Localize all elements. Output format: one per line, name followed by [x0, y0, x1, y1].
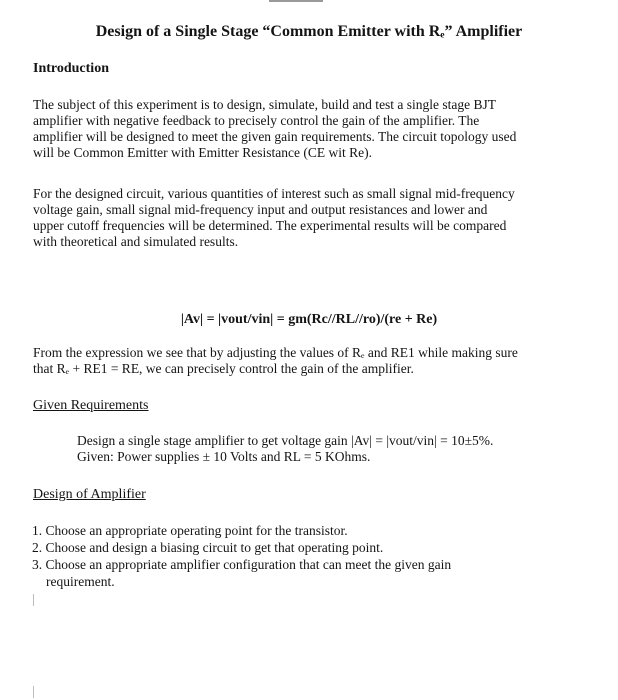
introduction-heading: Introduction — [33, 61, 109, 76]
gain-formula: |Av| = |vout/vin| = gm(Rc//RL//ro)/(re + Re) — [180, 312, 438, 327]
text-cursor-mark — [33, 594, 34, 606]
requirement-line: Design a single stage amplifier to get voltage gain |Av| = |vout/vin| = 10±5%. — [77, 433, 494, 448]
paragraph-line: amplifier with negative feedback to precisely control the gain of the amplifier. The — [33, 113, 480, 128]
paragraph-line: From the expression we see that by adjusting the values of Rₑ and RE1 while making sure — [33, 345, 518, 360]
list-item: 1. Choose an appropriate operating point for the transistor. — [32, 523, 348, 538]
page-edge-mark — [269, 0, 323, 2]
list-item: 3. Choose an appropriate amplifier configuration that can meet the given gain — [32, 557, 452, 572]
list-item-continuation: requirement. — [46, 574, 115, 589]
explanation-paragraph — [33, 345, 588, 377]
introduction-paragraph-1 — [33, 97, 588, 161]
design-of-amplifier-heading: Design of Amplifier — [33, 487, 146, 502]
paragraph-line: For the designed circuit, various quantities of interest such as small signal mid-frequency — [33, 186, 515, 201]
requirement-line: Given: Power supplies ± 10 Volts and RL = 5 KOhms. — [77, 449, 371, 464]
document-title: Design of a Single Stage “Common Emitter with Rₑ” Amplifier — [95, 23, 523, 40]
given-requirements-heading: Given Requirements — [33, 398, 149, 413]
paragraph-line: with theoretical and simulated results. — [33, 234, 239, 249]
paragraph-line: amplifier will be designed to meet the given gain requirements. The circuit topology used — [33, 129, 517, 144]
paragraph-line: The subject of this experiment is to design, simulate, build and test a single stage BJT — [33, 97, 497, 112]
paragraph-line: that Rₑ + RE1 = RE, we can precisely control the gain of the amplifier. — [33, 361, 414, 376]
text-cursor-mark — [33, 686, 34, 698]
design-steps-list — [32, 522, 592, 590]
requirements-block — [77, 433, 587, 465]
paragraph-line: voltage gain, small signal mid-frequency input and output resistances and lower and — [33, 202, 488, 217]
introduction-paragraph-2 — [33, 186, 588, 250]
paragraph-line: will be Common Emitter with Emitter Resistance (CE wit Re). — [33, 145, 372, 160]
list-item: 2. Choose and design a biasing circuit to get that operating point. — [32, 540, 384, 555]
paragraph-line: upper cutoff frequencies will be determined. The experimental results will be compared — [33, 218, 507, 233]
